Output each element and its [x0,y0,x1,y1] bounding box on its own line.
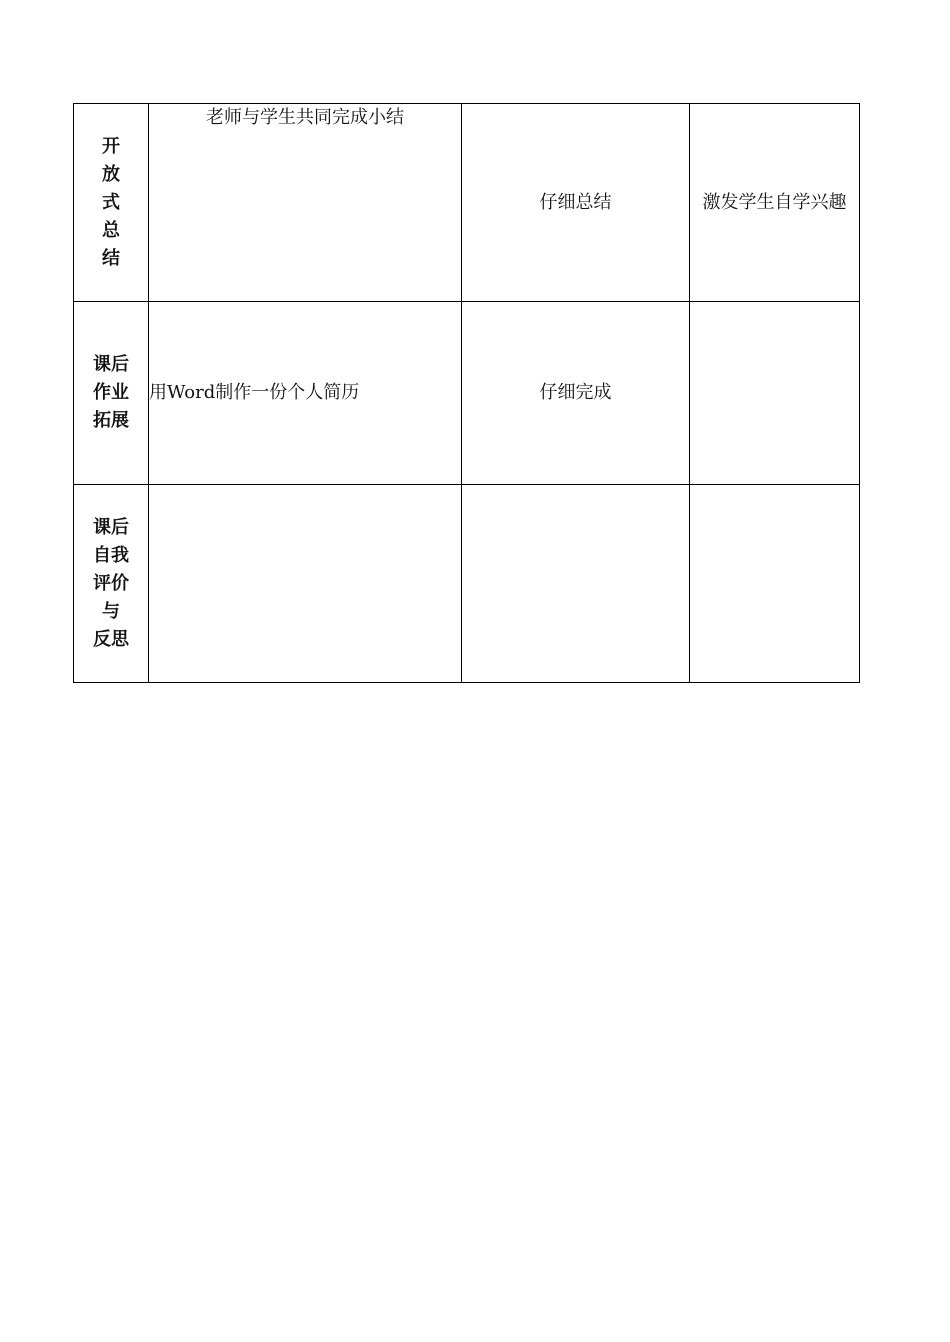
table-row [74,485,860,683]
row-header-line: 课后 [93,354,129,375]
row-header-line: 评价 [93,572,129,594]
row-header-line: 与 [102,600,120,622]
row-header-open-summary [74,104,149,302]
student-activity-text: 仔细总结 [539,191,612,213]
content-cell [149,104,462,302]
student-activity-cell [462,485,690,683]
purpose-cell [690,104,860,302]
student-activity-cell [462,302,690,485]
student-activity-text: 仔细完成 [539,382,612,403]
table-row [74,104,860,302]
row-header-line: 开 [102,135,120,157]
content-text: 老师与学生共同完成小结 [206,107,404,128]
content-cell [149,485,462,683]
lesson-plan-table [73,103,860,683]
row-header-self-evaluation [74,485,149,683]
purpose-cell [690,302,860,485]
row-header-line: 作业 [93,382,129,403]
content-text: 用Word制作一份个人简历 [149,382,360,403]
row-header-line: 结 [102,247,120,269]
table-row [74,302,860,485]
row-header-line: 课后 [93,516,129,538]
row-header-line: 反思 [93,628,129,650]
row-header-line: 拓展 [93,410,129,431]
purpose-cell [690,485,860,683]
row-header-line: 总 [102,219,120,241]
row-header-line: 自我 [93,544,129,566]
student-activity-cell [462,104,690,302]
purpose-text: 激发学生自学兴趣 [702,191,847,213]
row-header-line: 放 [102,163,120,185]
content-cell [149,302,462,485]
row-header-homework [74,302,149,485]
row-header-line: 式 [102,191,120,213]
